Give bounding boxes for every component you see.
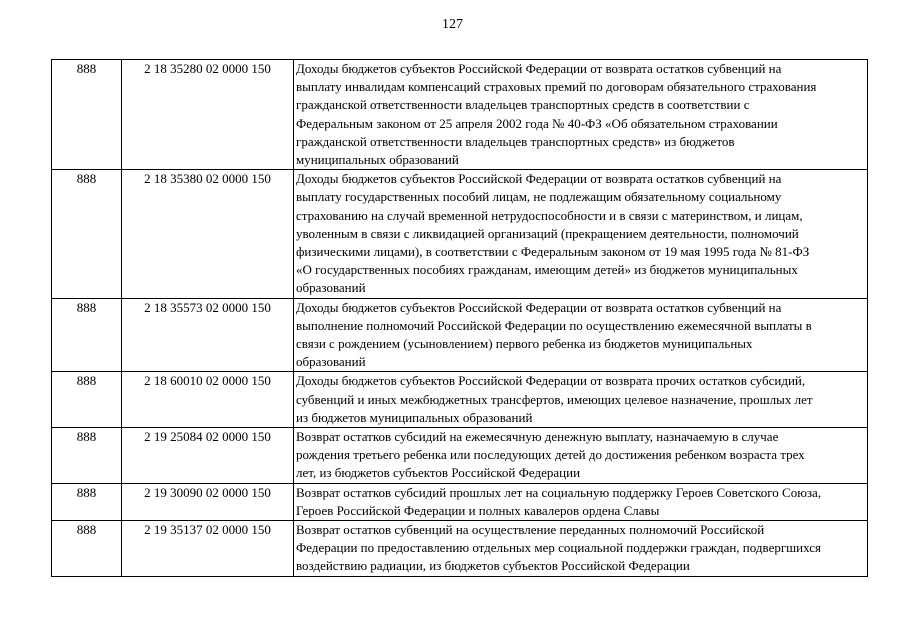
- description-line: Доходы бюджетов субъектов Российской Федерации от возврата прочих остатков субсидий,: [296, 373, 806, 389]
- table-row: [52, 372, 868, 428]
- description-line: образований: [296, 280, 366, 296]
- administrator-code-cell: 888: [52, 60, 122, 170]
- revenue-code-cell: 2 18 60010 02 0000 150: [122, 372, 294, 428]
- administrator-code-cell: 888: [52, 428, 122, 484]
- revenue-code-cell: 2 19 35137 02 0000 150: [122, 521, 294, 577]
- description-line: Доходы бюджетов субъектов Российской Федерации от возврата остатков субвенций на: [296, 299, 782, 315]
- revenue-description-cell: [294, 428, 868, 484]
- budget-revenue-table: [51, 59, 868, 577]
- revenue-description-cell: [294, 60, 868, 170]
- revenue-code-cell: 2 19 30090 02 0000 150: [122, 483, 294, 520]
- description-line: физическими лицами), в соответствии с Федеральным законом от 19 мая 1995 года № 81-ФЗ: [296, 244, 810, 260]
- description-line: «О государственных пособиях гражданам, имеющим детей» из бюджетов муниципальных: [296, 262, 798, 278]
- revenue-code-cell: 2 18 35380 02 0000 150: [122, 170, 294, 298]
- revenue-description-cell: [294, 298, 868, 372]
- table-row: [52, 428, 868, 484]
- administrator-code-cell: 888: [52, 298, 122, 372]
- description-line: субвенций и иных межбюджетных трансфертов, имеющих целевое назначение, прошлых лет: [296, 391, 813, 407]
- description-line: гражданской ответственности владельцев транспортных средств в соответствии с: [296, 97, 750, 113]
- table-row: [52, 170, 868, 298]
- administrator-code-cell: 888: [52, 170, 122, 298]
- table-row: [52, 483, 868, 520]
- description-line: выплату инвалидам компенсаций страховых премий по договорам обязательного страхования: [296, 79, 817, 95]
- description-line: воздействию радиации, из бюджетов субъектов Российской Федерации: [296, 558, 690, 574]
- description-line: рождения третьего ребенка или последующих детей до достижения ребенком возраста трех: [296, 447, 805, 463]
- description-line: Доходы бюджетов субъектов Российской Федерации от возврата остатков субвенций на: [296, 61, 782, 76]
- description-line: Возврат остатков субсидий на ежемесячную денежную выплату, назначаемую в случае: [296, 429, 779, 445]
- description-line: Федеральным законом от 25 апреля 2002 года № 40-ФЗ «Об обязательном страховании: [296, 115, 778, 131]
- page-number: 127: [442, 17, 463, 32]
- administrator-code-cell: 888: [52, 372, 122, 428]
- revenue-description-cell: [294, 372, 868, 428]
- description-line: Возврат остатков субсидий прошлых лет на социальную поддержку Героев Советского Союза,: [296, 484, 822, 500]
- revenue-code-cell: 2 18 35573 02 0000 150: [122, 298, 294, 372]
- table-row: [52, 521, 868, 577]
- description-line: уволенным в связи с ликвидацией организаций (прекращением деятельности, полномочий: [296, 225, 799, 241]
- description-line: выполнение полномочий Российской Федерации по осуществлению ежемесячной выплаты в: [296, 317, 812, 333]
- description-line: Героев Российской Федерации и полных кавалеров ордена Славы: [296, 502, 660, 518]
- revenue-code-cell: 2 18 35280 02 0000 150: [122, 60, 294, 170]
- revenue-description-cell: [294, 170, 868, 298]
- revenue-description-cell: [294, 483, 868, 520]
- revenue-code-cell: 2 19 25084 02 0000 150: [122, 428, 294, 484]
- table-body: [52, 60, 868, 577]
- description-line: из бюджетов муниципальных образований: [296, 409, 533, 425]
- administrator-code-cell: 888: [52, 483, 122, 520]
- description-line: муниципальных образований: [296, 152, 459, 168]
- description-line: связи с рождением (усыновлением) первого ребенка из бюджетов муниципальных: [296, 336, 753, 352]
- description-line: выплату государственных пособий лицам, не подлежащим обязательному социальному: [296, 189, 782, 205]
- administrator-code-cell: 888: [52, 521, 122, 577]
- description-line: страхованию на случай временной нетрудоспособности и в связи с материнством, и лицам,: [296, 207, 803, 223]
- description-line: Доходы бюджетов субъектов Российской Федерации от возврата остатков субвенций на: [296, 171, 782, 187]
- table-row: [52, 298, 868, 372]
- revenue-description-cell: [294, 521, 868, 577]
- description-line: образований: [296, 354, 366, 370]
- table-row: [52, 60, 868, 170]
- description-line: гражданской ответственности владельцев транспортных средств» из бюджетов: [296, 133, 735, 149]
- description-line: Федерации по предоставлению отдельных мер социальной поддержки граждан, подвергшихся: [296, 540, 822, 556]
- description-line: лет, из бюджетов субъектов Российской Федерации: [296, 465, 581, 481]
- description-line: Возврат остатков субвенций на осуществление переданных полномочий Российской: [296, 522, 765, 538]
